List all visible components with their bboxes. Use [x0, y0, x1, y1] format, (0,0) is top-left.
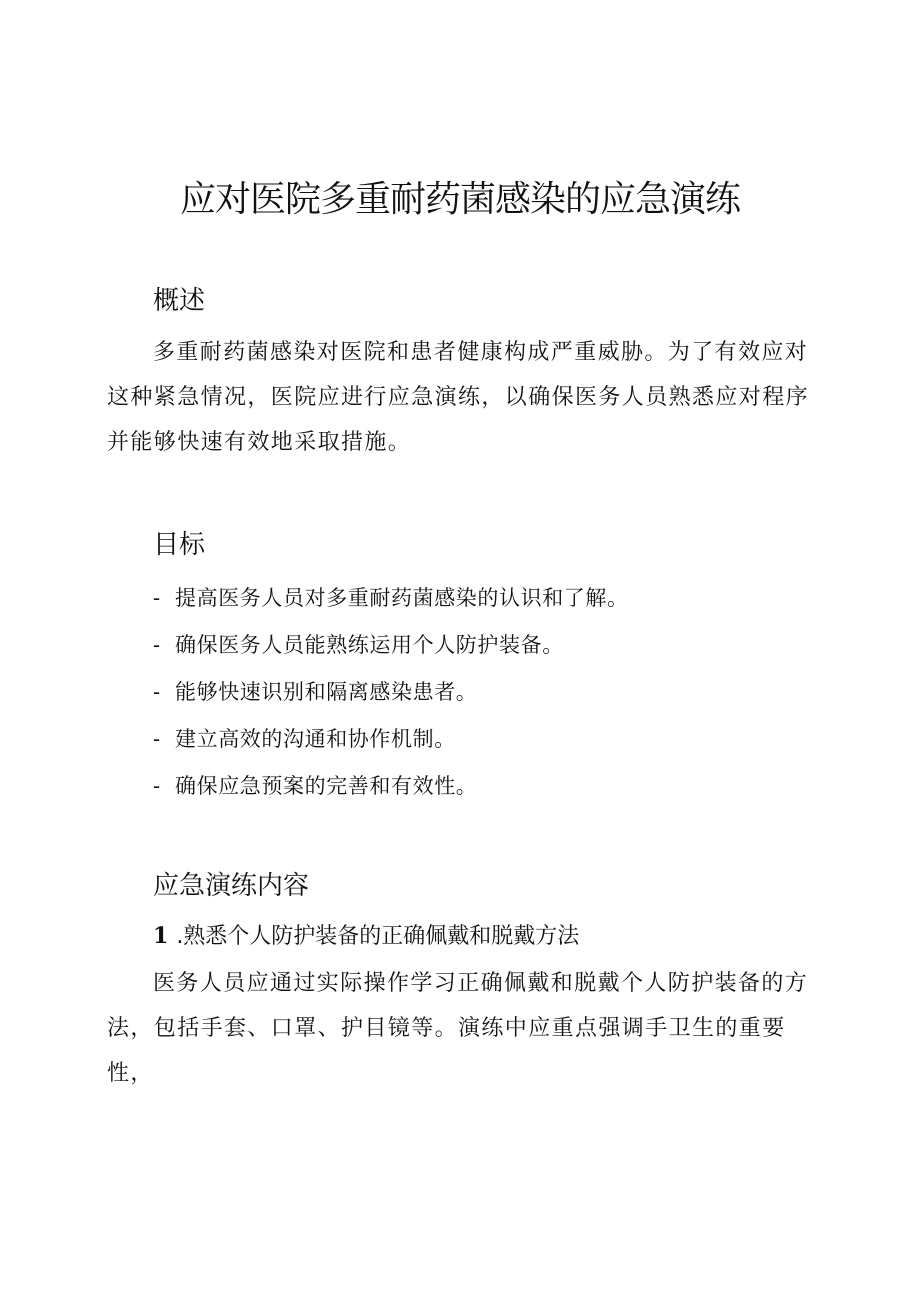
subsection-paragraph: 医务人员应通过实际操作学习正确佩戴和脱戴个人防护装备的方法，包括手套、口罩、护目镜等。演练中应重点强调手卫生的重要性， [107, 971, 809, 1086]
subsection-number: 1 [153, 923, 169, 949]
document-title: 应对医院多重耐药菌感染的应急演练 [179, 179, 740, 220]
goals-heading: 目标 [153, 530, 206, 560]
goal-item [153, 575, 629, 622]
goal-text: 提高医务人员对多重耐药菌感染的认识和了解。 [175, 586, 629, 610]
goal-dash: - [153, 633, 161, 657]
goal-text: 确保医务人员能熟练运用个人防护装备。 [175, 633, 564, 657]
overview-paragraph: 多重耐药菌感染对医院和患者健康构成严重威胁。为了有效应对这种紧急情况，医院应进行应急演练，以确保医务人员熟悉应对程序并能够快速有效地采取措施。 [107, 340, 810, 455]
goal-text: 确保应急预案的完善和有效性。 [175, 774, 478, 798]
subsection-heading [153, 918, 579, 955]
goal-text: 建立高效的沟通和协作机制。 [175, 727, 456, 751]
subsection-title: .熟悉个人防护装备的正确佩戴和脱戴方法 [176, 924, 580, 949]
goals-list [153, 575, 629, 810]
overview-heading: 概述 [153, 286, 206, 316]
goal-dash: - [153, 586, 161, 610]
goal-dash: - [153, 727, 161, 751]
goal-text: 能够快速识别和隔离感染患者。 [175, 680, 478, 704]
goal-item [153, 763, 629, 810]
goal-item [153, 622, 629, 669]
goal-dash: - [153, 680, 161, 704]
goal-dash: - [153, 774, 161, 798]
content-heading: 应急演练内容 [153, 871, 310, 901]
goal-item [153, 716, 629, 763]
goal-item [153, 669, 629, 716]
